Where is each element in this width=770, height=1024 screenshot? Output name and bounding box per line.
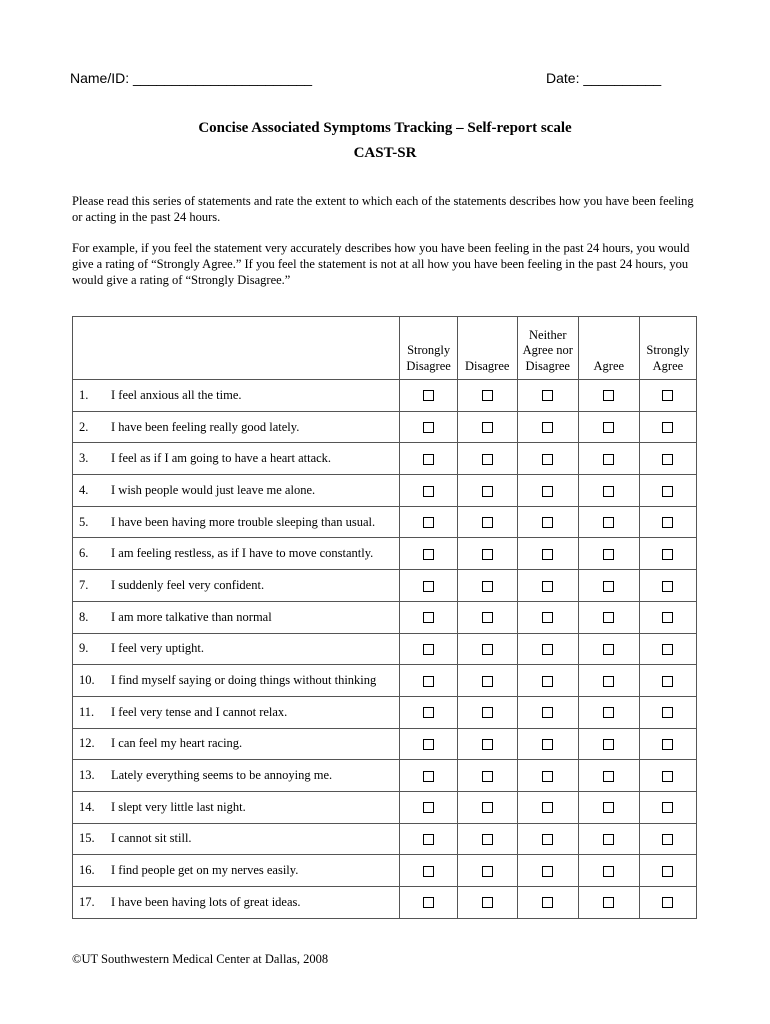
rating-cell-agree [578, 601, 639, 633]
item-text: I feel very uptight. [111, 641, 205, 656]
checkbox-strongly-disagree[interactable] [423, 549, 434, 560]
item-statement-cell [73, 791, 400, 823]
rating-cell-strongly-agree [639, 791, 696, 823]
item-statement-cell [73, 855, 400, 887]
rating-cell-strongly-agree [639, 570, 696, 602]
rating-cell-strongly-agree [639, 728, 696, 760]
checkbox-disagree[interactable] [482, 707, 493, 718]
checkbox-agree[interactable] [603, 771, 614, 782]
item-number: 4. [79, 482, 89, 497]
rating-cell-strongly-disagree [400, 570, 457, 602]
rating-cell-neither [517, 887, 578, 919]
rating-cell-strongly-disagree [400, 791, 457, 823]
rating-cell-strongly-disagree [400, 823, 457, 855]
checkbox-neither[interactable] [542, 486, 553, 497]
rating-cell-strongly-agree [639, 633, 696, 665]
checkbox-strongly-agree[interactable] [662, 486, 673, 497]
item-number: 9. [79, 641, 89, 656]
item-number: 5. [79, 514, 89, 529]
table-row [73, 760, 697, 792]
item-statement-cell [73, 506, 400, 538]
header-neither [517, 317, 578, 380]
checkbox-strongly-disagree[interactable] [423, 676, 434, 687]
item-text: I find myself saying or doing things without thinking [111, 673, 377, 688]
rating-cell-strongly-disagree [400, 475, 457, 507]
item-text: I feel as if I am going to have a heart attack. [111, 451, 332, 466]
checkbox-strongly-agree[interactable] [662, 612, 673, 623]
checkbox-agree[interactable] [603, 834, 614, 845]
header-strongly-disagree [400, 317, 457, 380]
header-disagree-label: Disagree [465, 358, 510, 373]
rating-cell-neither [517, 570, 578, 602]
checkbox-disagree[interactable] [482, 486, 493, 497]
rating-cell-neither [517, 506, 578, 538]
item-text: I feel very tense and I cannot relax. [111, 704, 288, 719]
item-rows [73, 380, 697, 919]
checkbox-strongly-agree[interactable] [662, 771, 673, 782]
checkbox-neither[interactable] [542, 771, 553, 782]
checkbox-disagree[interactable] [482, 581, 493, 592]
rating-cell-disagree [457, 633, 517, 665]
rating-cell-agree [578, 791, 639, 823]
instructions-paragraph-2: For example, if you feel the statement very accurately describes how you have been feeling in the past 24 hours, you would give a rating of “Strongly Agree.” If you feel the statement is not at all how you have been feeling in the past 24 hours, you would give a rating of “Strongly Disagree.” [72, 241, 690, 287]
rating-cell-agree [578, 443, 639, 475]
checkbox-neither[interactable] [542, 644, 553, 655]
header-strongly-disagree-line1: Strongly [407, 343, 451, 357]
checkbox-strongly-agree[interactable] [662, 739, 673, 750]
table-row [73, 570, 697, 602]
checkbox-strongly-disagree[interactable] [423, 422, 434, 433]
rating-cell-agree [578, 823, 639, 855]
checkbox-strongly-disagree[interactable] [423, 390, 434, 401]
table-row [73, 411, 697, 443]
table-row [73, 506, 697, 538]
checkbox-disagree[interactable] [482, 771, 493, 782]
header-strongly-agree-line1: Strongly [646, 343, 690, 357]
checkbox-neither[interactable] [542, 517, 553, 528]
table-header-row [73, 317, 697, 380]
checkbox-strongly-agree[interactable] [662, 707, 673, 718]
rating-cell-neither [517, 475, 578, 507]
table-row [73, 475, 697, 507]
table-row [73, 443, 697, 475]
item-text: I am feeling restless, as if I have to move constantly. [111, 546, 374, 561]
rating-cell-disagree [457, 475, 517, 507]
rating-cell-neither [517, 791, 578, 823]
rating-cell-neither [517, 760, 578, 792]
item-statement-cell [73, 475, 400, 507]
checkbox-agree[interactable] [603, 390, 614, 401]
checkbox-neither[interactable] [542, 866, 553, 877]
checkbox-strongly-agree[interactable] [662, 390, 673, 401]
item-text: I wish people would just leave me alone. [111, 482, 316, 497]
rating-cell-strongly-agree [639, 443, 696, 475]
item-number: 14. [79, 799, 95, 814]
checkbox-agree[interactable] [603, 739, 614, 750]
checkbox-agree[interactable] [603, 802, 614, 813]
rating-cell-strongly-disagree [400, 696, 457, 728]
header-strongly-disagree-line2: Disagree [406, 358, 451, 373]
item-text: I have been having lots of great ideas. [111, 894, 301, 909]
checkbox-disagree[interactable] [482, 422, 493, 433]
header-neither-line1: Neither [529, 327, 567, 342]
instructions-paragraph-1: Please read this series of statements and rate the extent to which each of the statements describes how you have been feeling or acting in the past 24 hours. [72, 194, 694, 224]
rating-cell-strongly-agree [639, 411, 696, 443]
item-statement-cell [73, 633, 400, 665]
item-statement-cell [73, 538, 400, 570]
checkbox-strongly-agree[interactable] [662, 581, 673, 592]
table-row [73, 633, 697, 665]
rating-cell-strongly-disagree [400, 443, 457, 475]
rating-cell-strongly-agree [639, 823, 696, 855]
checkbox-agree[interactable] [603, 549, 614, 560]
checkbox-disagree[interactable] [482, 517, 493, 528]
rating-cell-neither [517, 696, 578, 728]
rating-cell-agree [578, 665, 639, 697]
checkbox-agree[interactable] [603, 612, 614, 623]
rating-cell-agree [578, 570, 639, 602]
rating-cell-strongly-disagree [400, 506, 457, 538]
item-number: 17. [79, 894, 95, 909]
rating-cell-strongly-disagree [400, 665, 457, 697]
checkbox-disagree[interactable] [482, 454, 493, 465]
rating-cell-agree [578, 380, 639, 412]
rating-cell-neither [517, 411, 578, 443]
checkbox-strongly-disagree[interactable] [423, 486, 434, 497]
form-title: Concise Associated Symptoms Tracking – Self-report scale [198, 120, 572, 136]
rating-cell-strongly-disagree [400, 633, 457, 665]
item-text: I have been having more trouble sleeping than usual. [111, 514, 376, 529]
checkbox-strongly-disagree[interactable] [423, 771, 434, 782]
item-statement-cell [73, 696, 400, 728]
table-row [73, 665, 697, 697]
item-text: I feel anxious all the time. [111, 387, 242, 402]
rating-cell-disagree [457, 696, 517, 728]
rating-cell-neither [517, 443, 578, 475]
rating-cell-agree [578, 696, 639, 728]
rating-cell-disagree [457, 601, 517, 633]
item-number: 6. [79, 546, 89, 561]
checkbox-strongly-agree[interactable] [662, 866, 673, 877]
checkbox-neither[interactable] [542, 454, 553, 465]
item-text: I am more talkative than normal [111, 609, 272, 624]
checkbox-strongly-agree[interactable] [662, 422, 673, 433]
rating-cell-neither [517, 823, 578, 855]
item-statement-cell [73, 570, 400, 602]
checkbox-strongly-disagree[interactable] [423, 612, 434, 623]
item-statement-cell [73, 760, 400, 792]
checkbox-agree[interactable] [603, 644, 614, 655]
rating-cell-agree [578, 855, 639, 887]
rating-cell-neither [517, 665, 578, 697]
rating-cell-neither [517, 380, 578, 412]
checkbox-agree[interactable] [603, 897, 614, 908]
rating-cell-disagree [457, 760, 517, 792]
rating-cell-disagree [457, 570, 517, 602]
name-id-field[interactable]: Name/ID: _______________________ [70, 70, 313, 86]
rating-table [72, 316, 697, 919]
rating-cell-strongly-disagree [400, 887, 457, 919]
rating-cell-disagree [457, 887, 517, 919]
item-statement-cell [73, 411, 400, 443]
date-field[interactable]: Date: __________ [546, 70, 662, 86]
item-text: I can feel my heart racing. [111, 736, 243, 751]
rating-cell-agree [578, 411, 639, 443]
rating-cell-neither [517, 633, 578, 665]
item-text: I suddenly feel very confident. [111, 577, 265, 592]
checkbox-strongly-disagree[interactable] [423, 707, 434, 718]
rating-cell-disagree [457, 538, 517, 570]
checkbox-strongly-disagree[interactable] [423, 897, 434, 908]
rating-cell-agree [578, 887, 639, 919]
checkbox-strongly-disagree[interactable] [423, 866, 434, 877]
checkbox-disagree[interactable] [482, 897, 493, 908]
checkbox-agree[interactable] [603, 454, 614, 465]
checkbox-strongly-agree[interactable] [662, 897, 673, 908]
checkbox-neither[interactable] [542, 897, 553, 908]
rating-cell-strongly-agree [639, 380, 696, 412]
rating-cell-strongly-agree [639, 887, 696, 919]
rating-cell-disagree [457, 791, 517, 823]
item-number: 15. [79, 831, 95, 846]
checkbox-neither[interactable] [542, 676, 553, 687]
rating-cell-strongly-disagree [400, 380, 457, 412]
rating-cell-disagree [457, 728, 517, 760]
checkbox-neither[interactable] [542, 422, 553, 433]
header-strongly-agree-line2: Agree [652, 358, 684, 373]
item-statement-cell [73, 887, 400, 919]
rating-cell-agree [578, 633, 639, 665]
item-number: 7. [79, 577, 89, 592]
copyright-footer: ©UT Southwestern Medical Center at Dallas, 2008 [72, 952, 329, 966]
rating-cell-agree [578, 760, 639, 792]
checkbox-neither[interactable] [542, 549, 553, 560]
rating-cell-neither [517, 538, 578, 570]
checkbox-disagree[interactable] [482, 549, 493, 560]
rating-cell-disagree [457, 823, 517, 855]
checkbox-neither[interactable] [542, 581, 553, 592]
checkbox-strongly-agree[interactable] [662, 644, 673, 655]
rating-cell-disagree [457, 380, 517, 412]
checkbox-disagree[interactable] [482, 834, 493, 845]
form-subtitle: CAST-SR [353, 145, 417, 161]
checkbox-agree[interactable] [603, 581, 614, 592]
checkbox-neither[interactable] [542, 739, 553, 750]
checkbox-neither[interactable] [542, 390, 553, 401]
item-text: I find people get on my nerves easily. [111, 863, 299, 878]
item-text: I cannot sit still. [111, 831, 192, 846]
checkbox-strongly-disagree[interactable] [423, 517, 434, 528]
checkbox-disagree[interactable] [482, 866, 493, 877]
table-row [73, 538, 697, 570]
rating-cell-neither [517, 855, 578, 887]
checkbox-disagree[interactable] [482, 802, 493, 813]
table-row [73, 855, 697, 887]
item-number: 16. [79, 863, 95, 878]
item-number: 13. [79, 768, 95, 783]
rating-cell-strongly-agree [639, 475, 696, 507]
table-row [73, 823, 697, 855]
item-number: 12. [79, 736, 95, 751]
header-item-column [73, 317, 400, 380]
rating-cell-agree [578, 728, 639, 760]
table-row [73, 791, 697, 823]
item-number: 8. [79, 609, 89, 624]
rating-cell-agree [578, 475, 639, 507]
checkbox-strongly-disagree[interactable] [423, 454, 434, 465]
rating-cell-disagree [457, 443, 517, 475]
rating-cell-disagree [457, 506, 517, 538]
checkbox-strongly-disagree[interactable] [423, 644, 434, 655]
checkbox-strongly-disagree[interactable] [423, 802, 434, 813]
item-number: 2. [79, 419, 89, 434]
item-number: 1. [79, 387, 89, 402]
checkbox-disagree[interactable] [482, 644, 493, 655]
checkbox-agree[interactable] [603, 517, 614, 528]
rating-cell-strongly-disagree [400, 538, 457, 570]
checkbox-strongly-agree[interactable] [662, 549, 673, 560]
table-row [73, 696, 697, 728]
checkbox-disagree[interactable] [482, 739, 493, 750]
checkbox-agree[interactable] [603, 422, 614, 433]
checkbox-neither[interactable] [542, 802, 553, 813]
checkbox-agree[interactable] [603, 866, 614, 877]
rating-cell-strongly-disagree [400, 760, 457, 792]
item-statement-cell [73, 823, 400, 855]
rating-cell-strongly-agree [639, 760, 696, 792]
rating-cell-agree [578, 538, 639, 570]
rating-cell-strongly-disagree [400, 855, 457, 887]
rating-cell-strongly-agree [639, 601, 696, 633]
header-agree-label: Agree [593, 358, 625, 373]
rating-cell-strongly-agree [639, 696, 696, 728]
header-neither-line3: Disagree [525, 358, 570, 373]
rating-cell-agree [578, 506, 639, 538]
checkbox-strongly-agree[interactable] [662, 834, 673, 845]
table-row [73, 380, 697, 412]
checkbox-strongly-agree[interactable] [662, 454, 673, 465]
item-statement-cell [73, 443, 400, 475]
checkbox-strongly-disagree[interactable] [423, 834, 434, 845]
item-statement-cell [73, 728, 400, 760]
checkbox-neither[interactable] [542, 834, 553, 845]
checkbox-disagree[interactable] [482, 612, 493, 623]
table-row [73, 887, 697, 919]
item-statement-cell [73, 380, 400, 412]
item-text: I slept very little last night. [111, 799, 246, 814]
checkbox-agree[interactable] [603, 707, 614, 718]
checkbox-agree[interactable] [603, 676, 614, 687]
rating-cell-strongly-agree [639, 855, 696, 887]
rating-cell-strongly-disagree [400, 728, 457, 760]
header-strongly-agree [639, 317, 696, 380]
item-statement-cell [73, 601, 400, 633]
item-statement-cell [73, 665, 400, 697]
checkbox-strongly-agree[interactable] [662, 802, 673, 813]
item-number: 11. [79, 704, 95, 719]
rating-cell-neither [517, 601, 578, 633]
item-text: I have been feeling really good lately. [111, 419, 300, 434]
checkbox-neither[interactable] [542, 707, 553, 718]
rating-cell-disagree [457, 855, 517, 887]
checkbox-disagree[interactable] [482, 676, 493, 687]
rating-cell-strongly-agree [639, 665, 696, 697]
rating-cell-disagree [457, 665, 517, 697]
table-row [73, 601, 697, 633]
table-row [73, 728, 697, 760]
rating-cell-strongly-agree [639, 506, 696, 538]
checkbox-agree[interactable] [603, 486, 614, 497]
item-number: 3. [79, 451, 89, 466]
checkbox-strongly-agree[interactable] [662, 676, 673, 687]
header-agree [578, 317, 639, 380]
rating-cell-strongly-disagree [400, 411, 457, 443]
checkbox-disagree[interactable] [482, 390, 493, 401]
checkbox-strongly-disagree[interactable] [423, 581, 434, 592]
item-number: 10. [79, 673, 95, 688]
checkbox-strongly-agree[interactable] [662, 517, 673, 528]
rating-cell-strongly-disagree [400, 601, 457, 633]
header-disagree [457, 317, 517, 380]
checkbox-neither[interactable] [542, 612, 553, 623]
rating-cell-neither [517, 728, 578, 760]
checkbox-strongly-disagree[interactable] [423, 739, 434, 750]
rating-cell-strongly-agree [639, 538, 696, 570]
item-text: Lately everything seems to be annoying me. [111, 768, 333, 783]
header-neither-line2: Agree nor [522, 343, 573, 357]
rating-cell-disagree [457, 411, 517, 443]
